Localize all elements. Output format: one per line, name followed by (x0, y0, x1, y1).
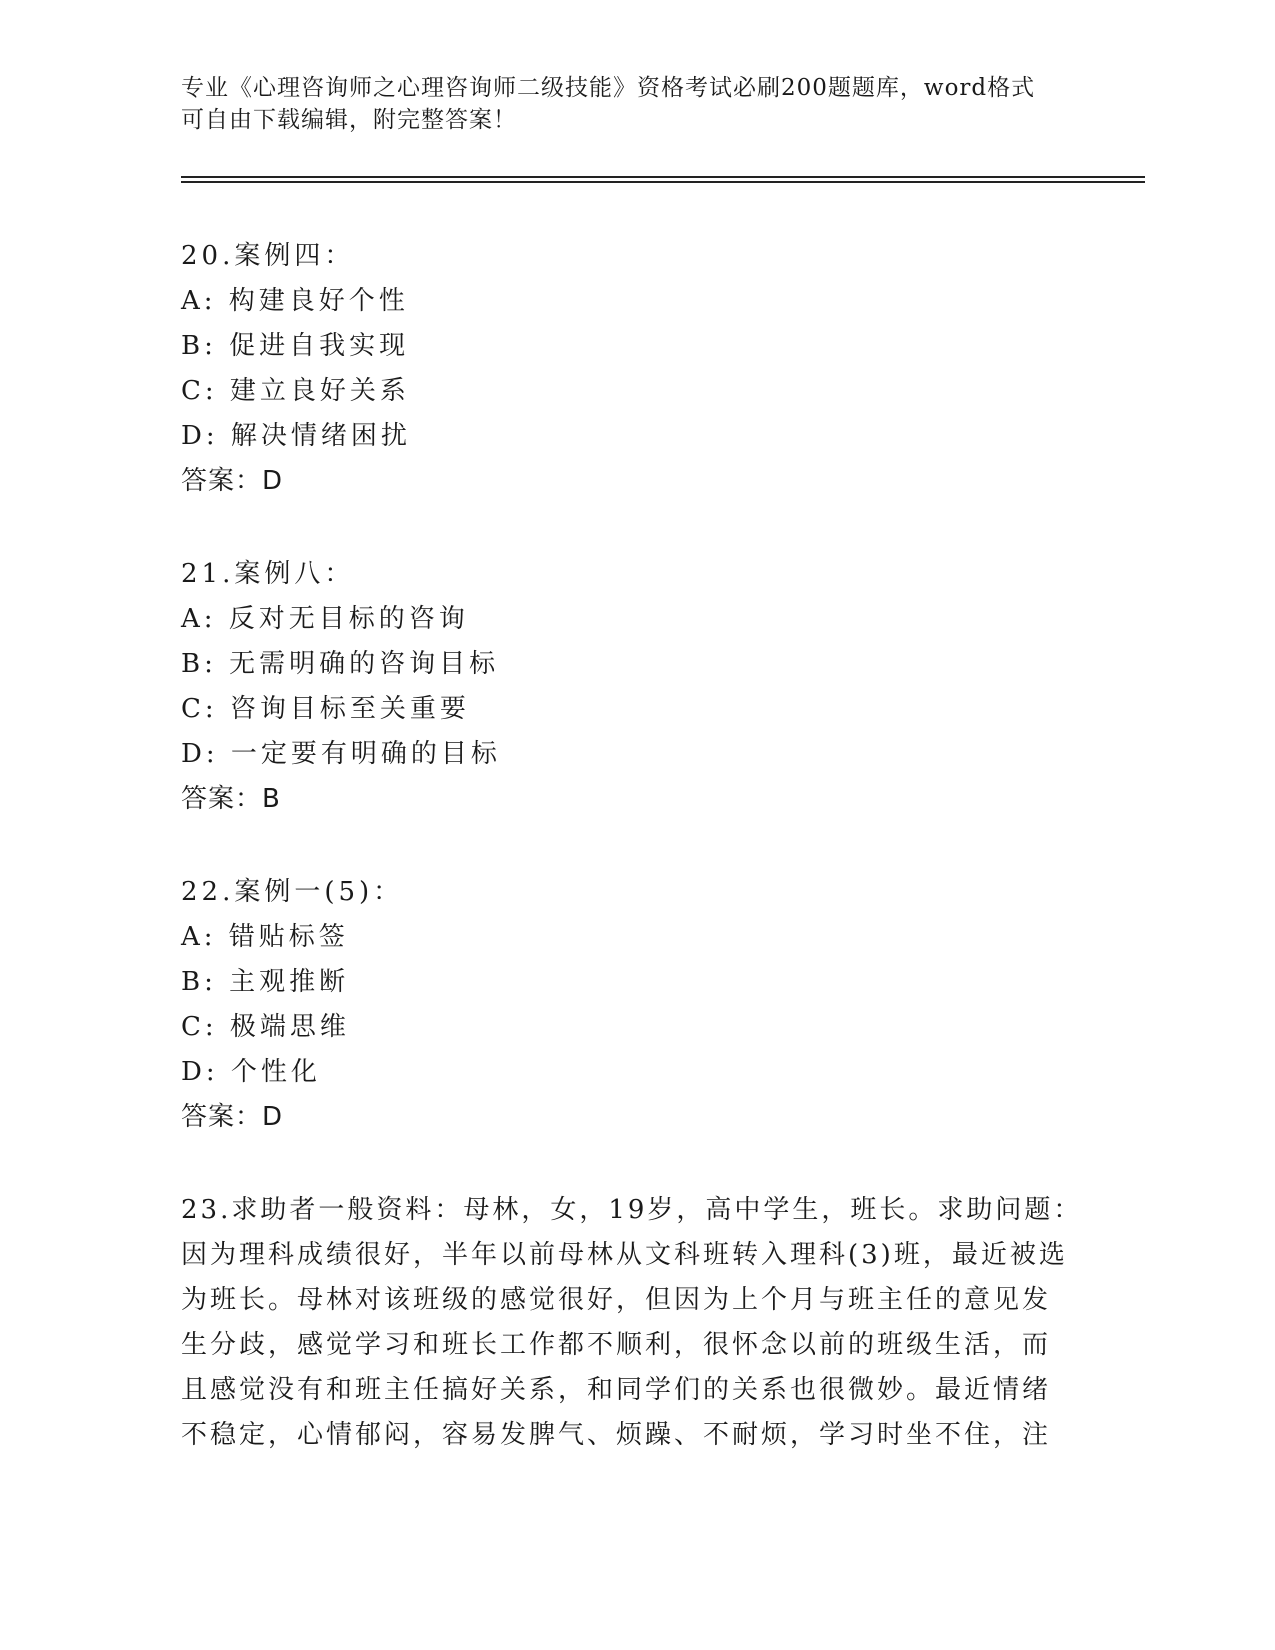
passage-line: 生分歧，感觉学习和班长工作都不顺利，很怀念以前的班级生活，而 (181, 1330, 1052, 1360)
header-line-2: 可自由下载编辑，附完整答案！ (181, 107, 517, 133)
option-c: C: 咨询目标至关重要 (181, 694, 470, 724)
passage-line: 且感觉没有和班主任搞好关系，和同学们的关系也很微妙。最近情绪 (181, 1375, 1052, 1405)
question-title: 22.案例一(5)： (181, 877, 404, 907)
question-block-20 (181, 234, 1081, 504)
passage-line: 23.求助者一般资料：母林，女，19岁，高中学生，班长。求助问题： (181, 1195, 1083, 1225)
document-header (181, 72, 1061, 136)
option-d: D: 解决情绪困扰 (181, 421, 411, 451)
option-a: A: 反对无目标的咨询 (181, 604, 469, 634)
option-b: B: 主观推断 (181, 967, 350, 997)
option-d: D: 个性化 (181, 1057, 321, 1087)
header-line-1: 专业《心理咨询师之心理咨询师二级技能》资格考试必刷200题题库，word格式 (181, 75, 1036, 101)
question-block-21 (181, 552, 1081, 822)
question-title: 20.案例四： (181, 241, 355, 271)
answer-line: 答案：D (181, 466, 284, 496)
answer-line: 答案：B (181, 784, 281, 814)
option-b: B: 无需明确的咨询目标 (181, 649, 500, 679)
header-divider-bottom (181, 181, 1145, 183)
option-b: B: 促进自我实现 (181, 331, 410, 361)
question-block-22 (181, 870, 1081, 1140)
option-a: A: 错贴标签 (181, 922, 349, 952)
passage-line: 不稳定，心情郁闷，容易发脾气、烦躁、不耐烦，学习时坐不住，注 (181, 1420, 1052, 1450)
option-d: D: 一定要有明确的目标 (181, 739, 501, 769)
question-title: 21.案例八： (181, 559, 355, 589)
passage-line: 因为理科成绩很好，半年以前母林从文科班转入理科(3)班，最近被选 (181, 1240, 1068, 1270)
header-divider-top (181, 176, 1145, 178)
option-a: A: 构建良好个性 (181, 286, 409, 316)
answer-line: 答案：D (181, 1102, 284, 1132)
option-c: C: 建立良好关系 (181, 376, 410, 406)
question-23-passage (181, 1188, 1081, 1458)
passage-line: 为班长。母林对该班级的感觉很好，但因为上个月与班主任的意见发 (181, 1285, 1052, 1315)
option-c: C: 极端思维 (181, 1012, 350, 1042)
